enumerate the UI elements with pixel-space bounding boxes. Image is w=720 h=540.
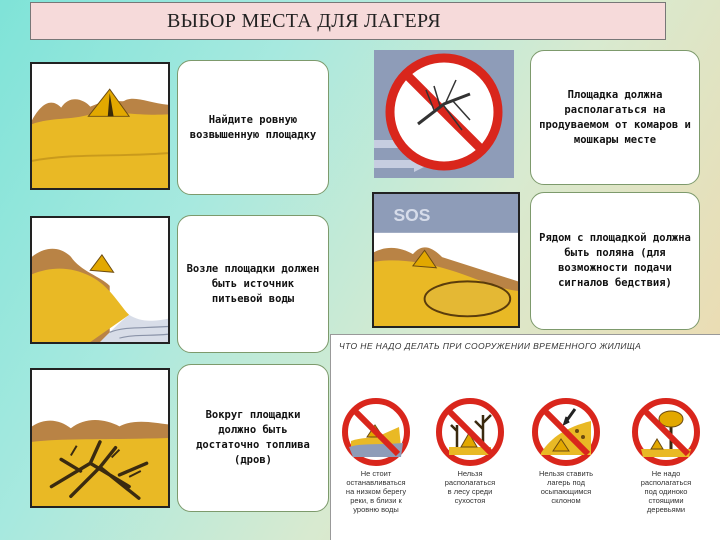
- prohibitions-panel: [330, 334, 720, 540]
- no-landslide-slope-sign: [531, 397, 601, 467]
- info-card-ventilated: Площадка должна располагаться на продуваемом от комаров и мошкары месте: [530, 50, 700, 185]
- no-lone-tree-caption: Не надо располагаться под одиноко стоящими деревьями: [640, 469, 692, 514]
- flat-ground-illustration: [30, 62, 170, 190]
- prohibitions-header: ЧТО НЕ НАДО ДЕЛАТЬ ПРИ СООРУЖЕНИИ ВРЕМЕННОГО ЖИЛИЩА: [339, 341, 642, 351]
- sos-clearing-illustration: [372, 192, 520, 328]
- no-mosquitoes-illustration: [374, 50, 514, 178]
- title-box: [30, 2, 666, 40]
- no-river-bank-caption: Не стоит останавливаться на низком берегу реки, в близи к уровню воды: [345, 469, 407, 514]
- info-card-flat-ground: Найдите ровную возвышенную площадку: [177, 60, 329, 195]
- water-source-illustration: [30, 216, 170, 344]
- sos-text: SOS: [393, 205, 431, 226]
- info-card-clearing: Рядом с площадкой должна быть поляна (для возможности подачи сигналов бедствия): [530, 192, 700, 330]
- no-lone-tree-sign: [631, 397, 701, 467]
- page-title: ВЫБОР МЕСТА ДЛЯ ЛАГЕРЯ: [167, 9, 441, 32]
- no-dead-trees-caption: Нельзя располагаться в лесу среди сухостоя: [444, 469, 496, 505]
- info-card-water: Возле площадки должен быть источник питьевой воды: [177, 215, 329, 353]
- firewood-illustration: [30, 368, 170, 508]
- no-dead-trees-sign: [435, 397, 505, 467]
- no-landslide-slope-caption: Нельзя ставить лагерь под осыпающимся склоном: [539, 469, 593, 505]
- info-card-fuel: Вокруг площадки должно быть достаточно топлива (дров): [177, 364, 329, 512]
- no-river-bank-sign: [341, 397, 411, 467]
